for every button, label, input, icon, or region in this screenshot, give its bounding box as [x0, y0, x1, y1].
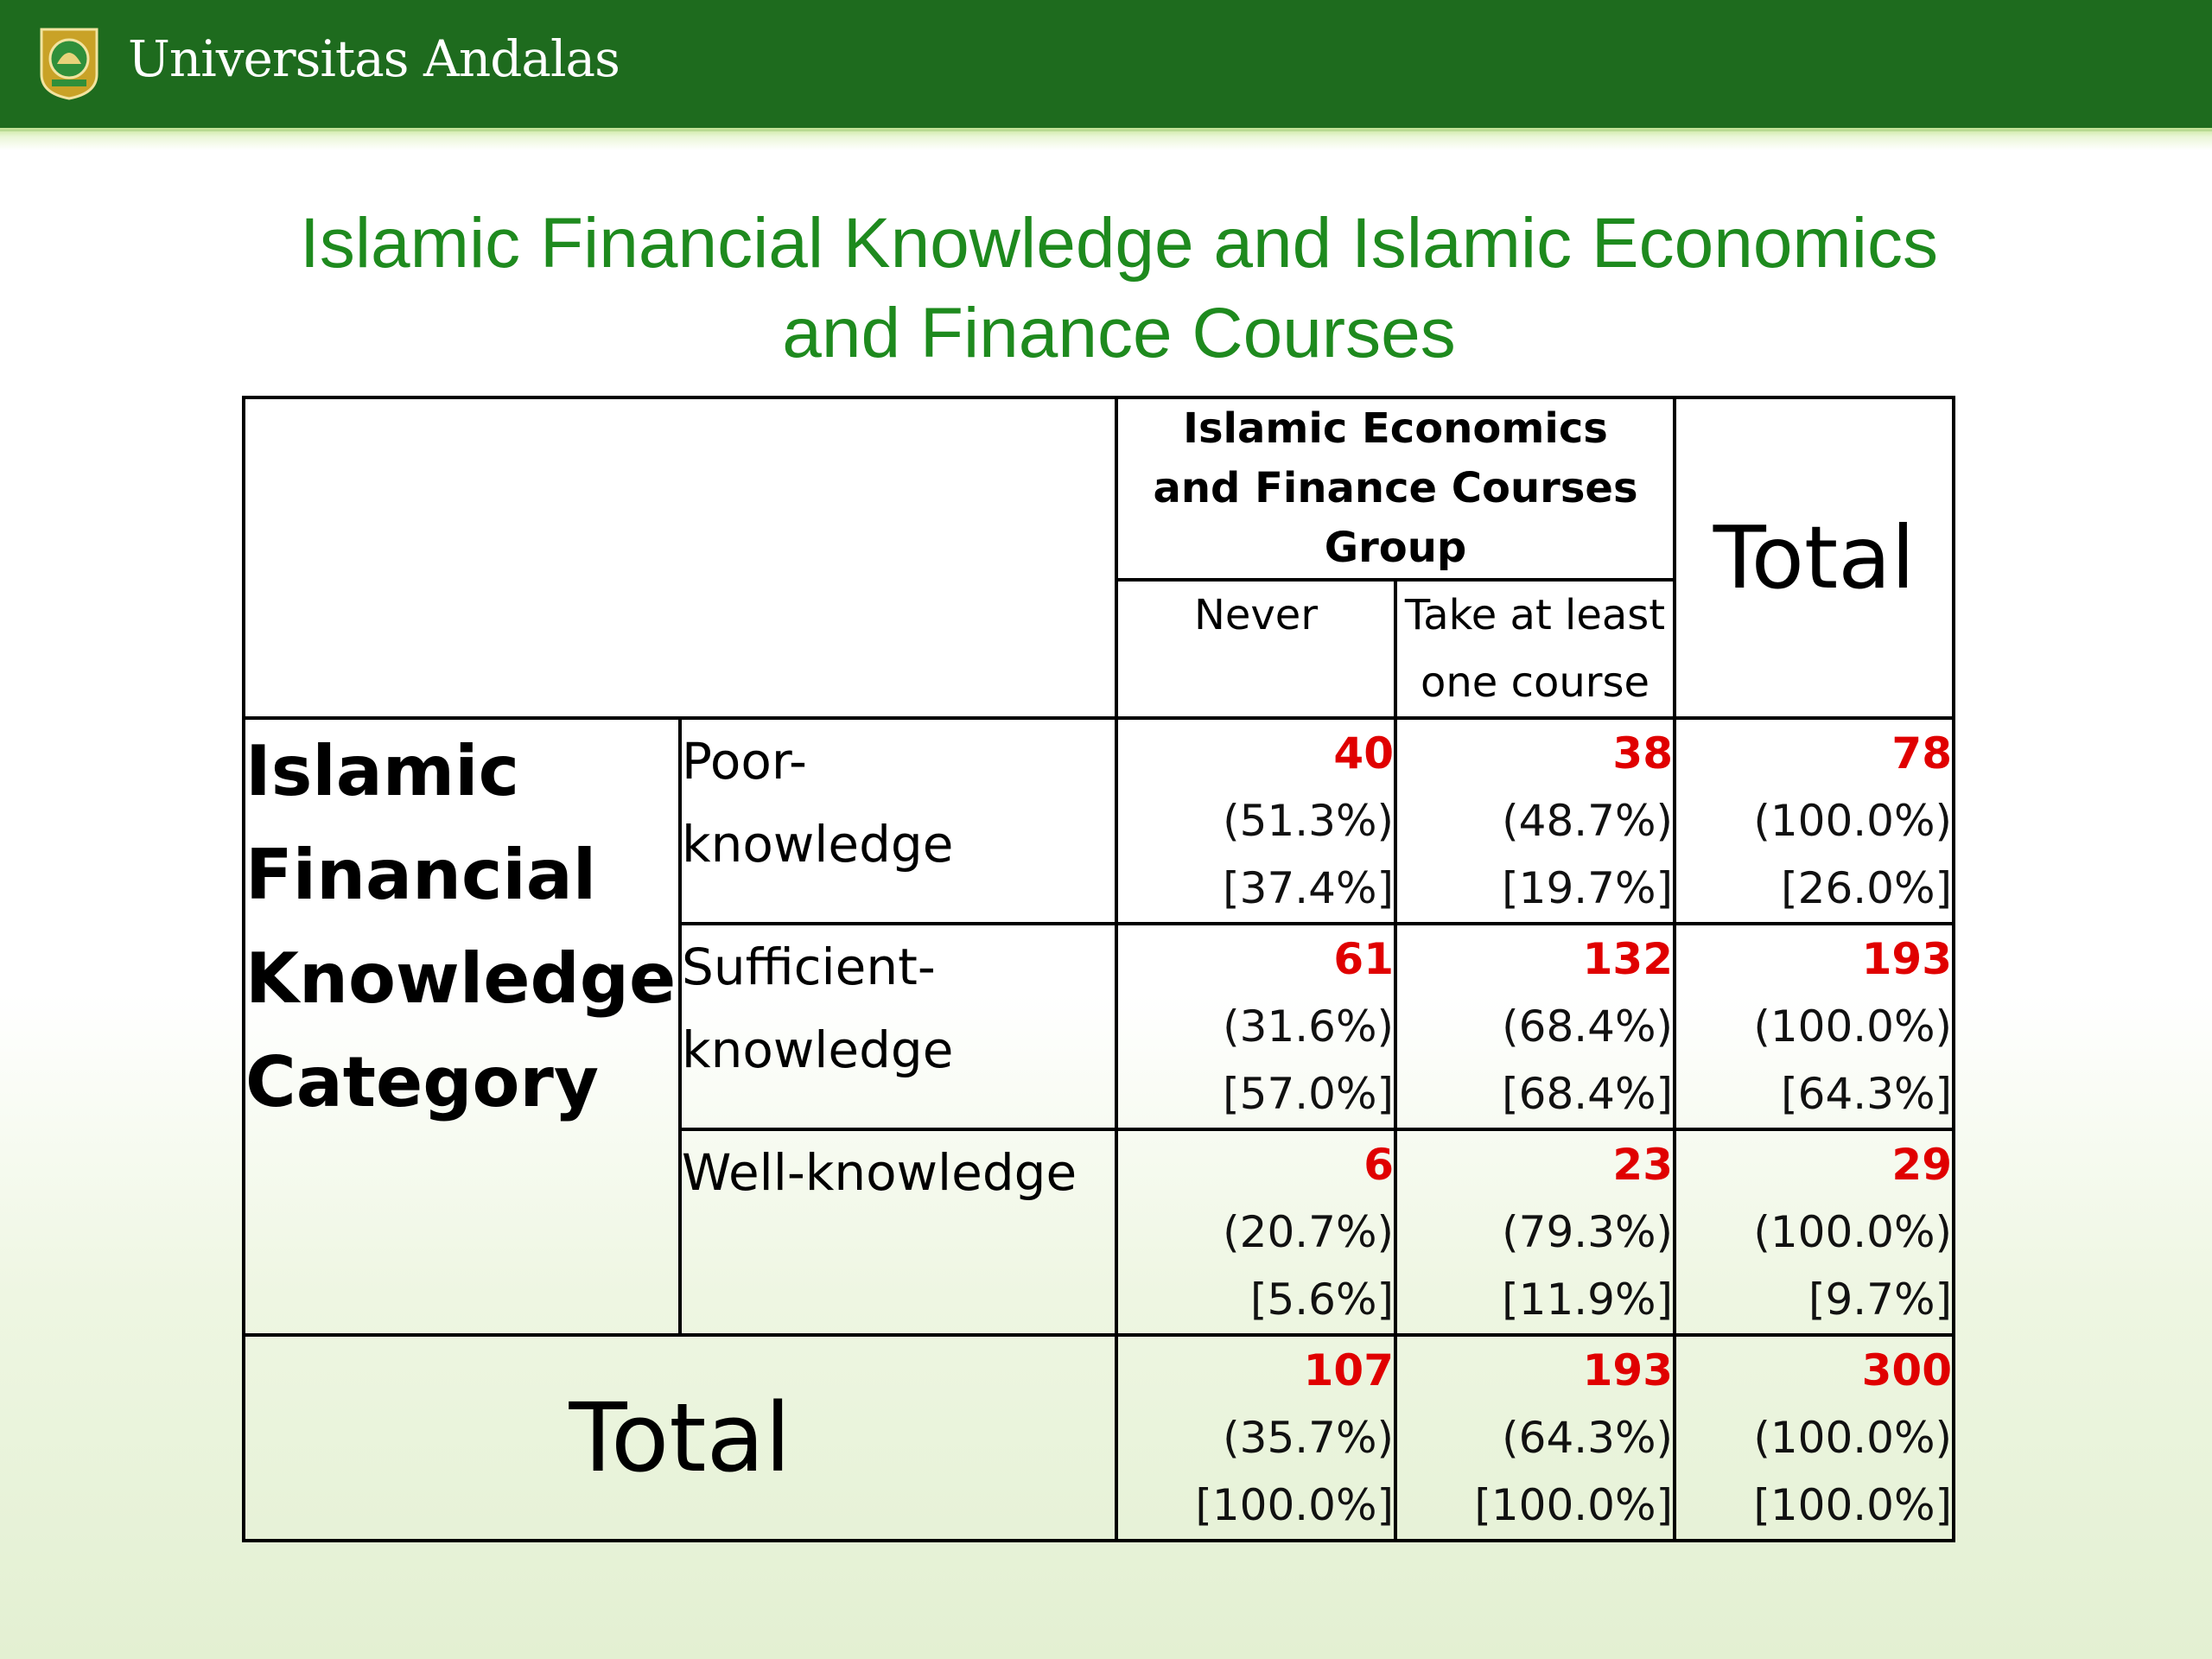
col-header-total: Total [1675, 397, 1954, 718]
title-line-1: Islamic Financial Knowledge and Islamic Economics [300, 204, 1938, 283]
slide-title [138, 199, 2100, 378]
cell-total-never: 107 (35.7%) [100.0%] [1116, 1335, 1395, 1541]
row-label-sufficient: Sufficient- knowledge [680, 924, 1116, 1129]
title-line-2: and Finance Courses [782, 294, 1456, 372]
row-category-header: Islamic Financial Knowledge Category [244, 718, 680, 1335]
university-name: Universitas Andalas [128, 29, 620, 88]
cell-sufficient-never: 61 (31.6%) [57.0%] [1116, 924, 1395, 1129]
group-header: Islamic Economics and Finance Courses Group [1116, 397, 1675, 580]
header-glow [0, 128, 2212, 150]
cell-well-total: 29 (100.0%) [9.7%] [1675, 1129, 1954, 1335]
cell-sufficient-take: 132 (68.4%) [68.4%] [1395, 924, 1675, 1129]
university-logo-icon [36, 24, 102, 100]
row-label-poor: Poor- knowledge [680, 718, 1116, 924]
empty-corner-cell [244, 397, 1116, 718]
cell-poor-total: 78 (100.0%) [26.0%] [1675, 718, 1954, 924]
col-header-take: Take at least one course [1395, 580, 1675, 718]
cell-total-take: 193 (64.3%) [100.0%] [1395, 1335, 1675, 1541]
cell-total-total: 300 (100.0%) [100.0%] [1675, 1335, 1954, 1541]
cell-poor-take: 38 (48.7%) [19.7%] [1395, 718, 1675, 924]
grand-total-label: Total [244, 1335, 1116, 1541]
header-bar [0, 0, 2212, 131]
cell-sufficient-total: 193 (100.0%) [64.3%] [1675, 924, 1954, 1129]
col-header-never: Never [1116, 580, 1395, 718]
cell-poor-never: 40 (51.3%) [37.4%] [1116, 718, 1395, 924]
crosstab-table [242, 396, 1955, 1542]
cell-well-never: 6 (20.7%) [5.6%] [1116, 1129, 1395, 1335]
cell-well-take: 23 (79.3%) [11.9%] [1395, 1129, 1675, 1335]
row-label-well: Well-knowledge [680, 1129, 1116, 1335]
